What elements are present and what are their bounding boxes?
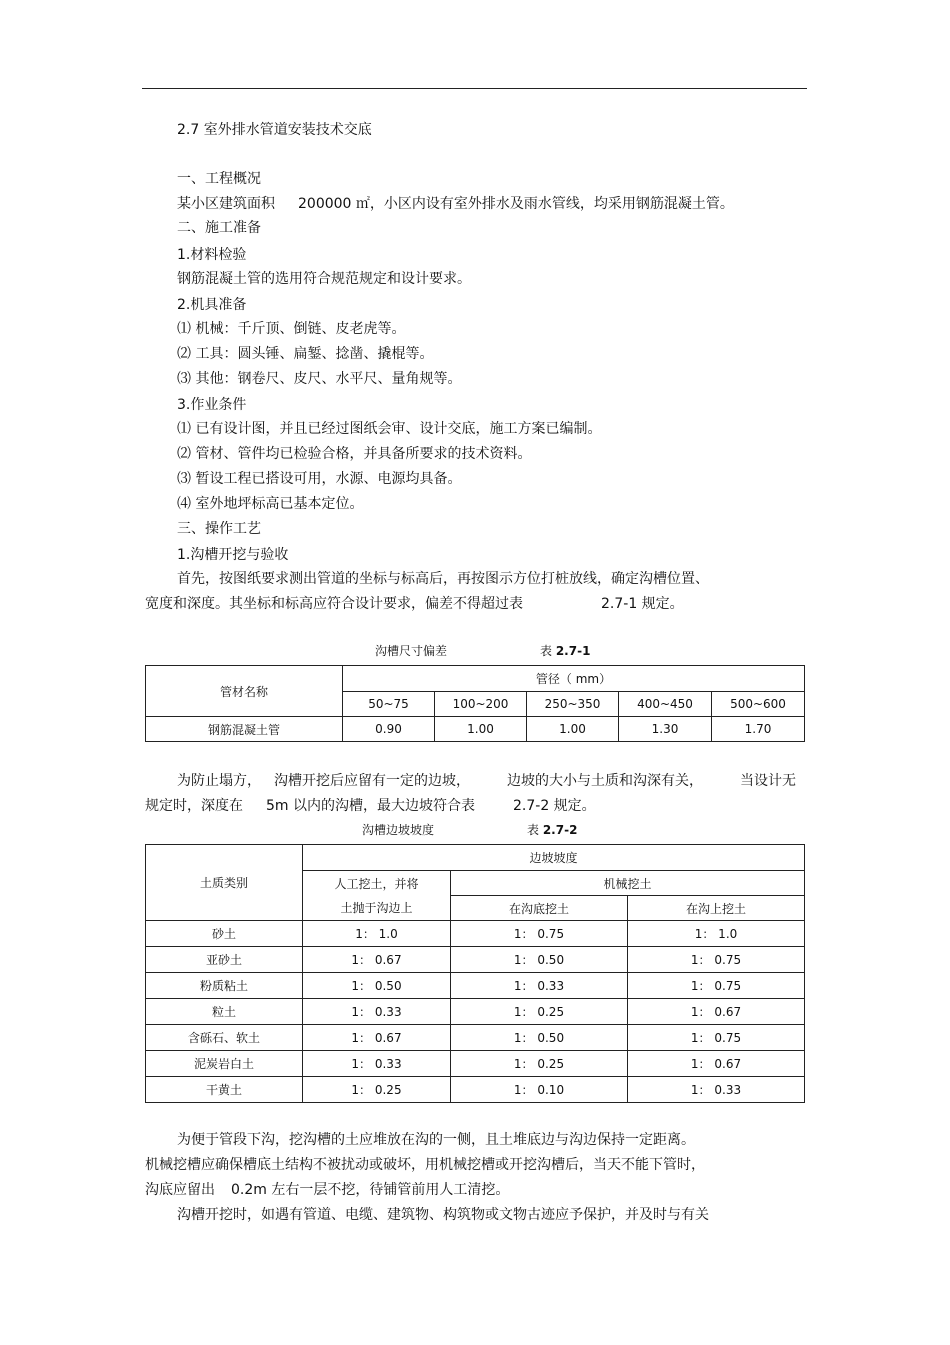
- table2-cell: 1： 0.75: [628, 1025, 805, 1051]
- slope-paragraph-d: 当设计无: [740, 773, 796, 789]
- table2-soil: 含砾石、软土: [146, 1025, 303, 1051]
- tools-item: ⑴ 机械：千斤顶、倒链、皮老虎等。: [177, 321, 406, 337]
- slope-paragraph-c: 边坡的大小与土质和沟深有关，: [507, 773, 703, 789]
- table2-manual-head: 人工挖土，并将: [303, 871, 451, 896]
- table2-cell: 1： 0.67: [303, 1025, 451, 1051]
- slope-paragraph-e: 规定时，深度在: [145, 798, 243, 814]
- table2-col-head: 土质类别: [146, 845, 303, 921]
- table2-cell: 1： 0.25: [303, 1077, 451, 1103]
- trench-heading: 1.沟槽开挖与验收: [177, 547, 289, 563]
- table2-cell: 1： 0.75: [451, 921, 628, 947]
- table2-manual-head: 土抛于沟边上: [303, 896, 451, 921]
- trench-paragraph-line2a: 宽度和深度。其坐标和标高应符合设计要求，偏差不得超过表: [145, 596, 523, 612]
- table2-soil: 粒土: [146, 999, 303, 1025]
- table1-size-head: 50~75: [343, 692, 435, 717]
- conditions-item: ⑶ 暂设工程已搭设可用，水源、电源均具备。: [177, 471, 462, 487]
- table2-cell: 1： 0.67: [628, 1051, 805, 1077]
- table2-cell: 1： 0.75: [628, 973, 805, 999]
- trench-paragraph-line2b: 2.7-1 规定。: [601, 596, 684, 612]
- table1-label: 表 2.7-1: [540, 644, 591, 658]
- soil-paragraph-line2: 机械挖槽应确保槽底土结构不被扰动或破坏，用机械挖槽或开挖沟槽后，当天不能下管时，: [145, 1157, 705, 1173]
- table2-cell: 1： 0.67: [628, 999, 805, 1025]
- trench-paragraph-line1: 首先，按图纸要求测出管道的坐标与标高后，再按图示方位打桩放线，确定沟槽位置、: [177, 571, 709, 587]
- materials-heading: 1.材料检验: [177, 247, 247, 263]
- table2-caption: 沟槽边坡坡度: [362, 823, 435, 837]
- overview-text-b: 200000 ㎡，小区内设有室外排水及雨水管线，均采用钢筋混凝土管。: [298, 196, 734, 212]
- table2-machine-head: 机械挖土: [451, 871, 805, 896]
- doc-title: 2.7 室外排水管道安装技术交底: [177, 122, 372, 138]
- table-trench-slope: [145, 844, 805, 1103]
- table2-soil: 泥炭岩白土: [146, 1051, 303, 1077]
- section-3-heading: 三、操作工艺: [177, 521, 261, 537]
- table2-label: 表 2.7-2: [527, 823, 578, 837]
- table1-row-name: 钢筋混凝土管: [146, 717, 343, 742]
- table2-machine-sub: 在沟底挖土: [451, 896, 628, 921]
- table2-group-head: 边坡坡度: [303, 845, 805, 871]
- slope-paragraph-a: 为防止塌方，: [177, 773, 261, 789]
- table-trench-deviation: [145, 665, 805, 742]
- table2-cell: 1： 0.75: [628, 947, 805, 973]
- conditions-item: ⑴ 已有设计图，并且已经过图纸会审、设计交底，施工方案已编制。: [177, 421, 602, 437]
- table2-soil: 干黄土: [146, 1077, 303, 1103]
- soil-paragraph-line3b: 0.2m 左右一层不挖，待铺管前用人工清挖。: [231, 1182, 510, 1198]
- slope-paragraph-b: 沟槽开挖后应留有一定的边坡，: [274, 773, 470, 789]
- table2-cell: 1： 0.67: [303, 947, 451, 973]
- table1-caption: 沟槽尺寸偏差: [375, 644, 448, 658]
- table1-size-head: 250~350: [527, 692, 619, 717]
- table1-cell: 0.90: [343, 717, 435, 742]
- table2-cell: 1： 0.50: [303, 973, 451, 999]
- table2-soil: 粉质粘土: [146, 973, 303, 999]
- table2-machine-sub: 在沟上挖土: [628, 896, 805, 921]
- table1-size-head: 500~600: [712, 692, 805, 717]
- table2-cell: 1： 0.33: [628, 1077, 805, 1103]
- table1-cell: 1.00: [435, 717, 527, 742]
- table1-cell: 1.00: [527, 717, 619, 742]
- tools-item: ⑵ 工具：圆头锤、扁錾、捻凿、撬棍等。: [177, 346, 434, 362]
- table2-cell: 1： 0.50: [451, 1025, 628, 1051]
- table2-cell: 1： 0.33: [303, 1051, 451, 1077]
- table1-col-head: 管材名称: [146, 666, 343, 717]
- conditions-heading: 3.作业条件: [177, 397, 247, 413]
- soil-paragraph-line3a: 沟底应留出: [145, 1182, 215, 1198]
- table2-cell: 1： 1.0: [303, 921, 451, 947]
- table2-cell: 1： 0.33: [303, 999, 451, 1025]
- table1-group-head: 管径（ mm）: [343, 666, 805, 692]
- overview-text-a: 某小区建筑面积: [177, 196, 275, 212]
- table2-soil: 砂土: [146, 921, 303, 947]
- slope-paragraph-f: 5m 以内的沟槽，最大边坡符合表: [266, 798, 475, 814]
- table2-cell: 1： 0.25: [451, 1051, 628, 1077]
- materials-text: 钢筋混凝土管的选用符合规范规定和设计要求。: [177, 271, 471, 287]
- table2-cell: 1： 1.0: [628, 921, 805, 947]
- table2-cell: 1： 0.50: [451, 947, 628, 973]
- table2-cell: 1： 0.25: [451, 999, 628, 1025]
- table2-soil: 亚砂土: [146, 947, 303, 973]
- conditions-item: ⑵ 管材、管件均已检验合格，并具备所要求的技术资料。: [177, 446, 532, 462]
- section-1-heading: 一、工程概况: [177, 171, 261, 187]
- table1-cell: 1.30: [619, 717, 712, 742]
- slope-paragraph-g: 2.7-2 规定。: [513, 798, 596, 814]
- header-rule: [142, 88, 807, 89]
- table1-size-head: 100~200: [435, 692, 527, 717]
- table1-cell: 1.70: [712, 717, 805, 742]
- table1-size-head: 400~450: [619, 692, 712, 717]
- tools-item: ⑶ 其他：钢卷尺、皮尺、水平尺、量角规等。: [177, 371, 462, 387]
- section-2-heading: 二、施工准备: [177, 220, 261, 236]
- table2-cell: 1： 0.33: [451, 973, 628, 999]
- tools-heading: 2.机具准备: [177, 297, 247, 313]
- conditions-item: ⑷ 室外地坪标高已基本定位。: [177, 496, 364, 512]
- table2-cell: 1： 0.10: [451, 1077, 628, 1103]
- soil-paragraph-line1: 为便于管段下沟，挖沟槽的土应堆放在沟的一侧，且土堆底边与沟边保持一定距离。: [177, 1132, 695, 1148]
- protection-paragraph-line1: 沟槽开挖时，如遇有管道、电缆、建筑物、构筑物或文物古迹应予保护，并及时与有关: [177, 1207, 709, 1223]
